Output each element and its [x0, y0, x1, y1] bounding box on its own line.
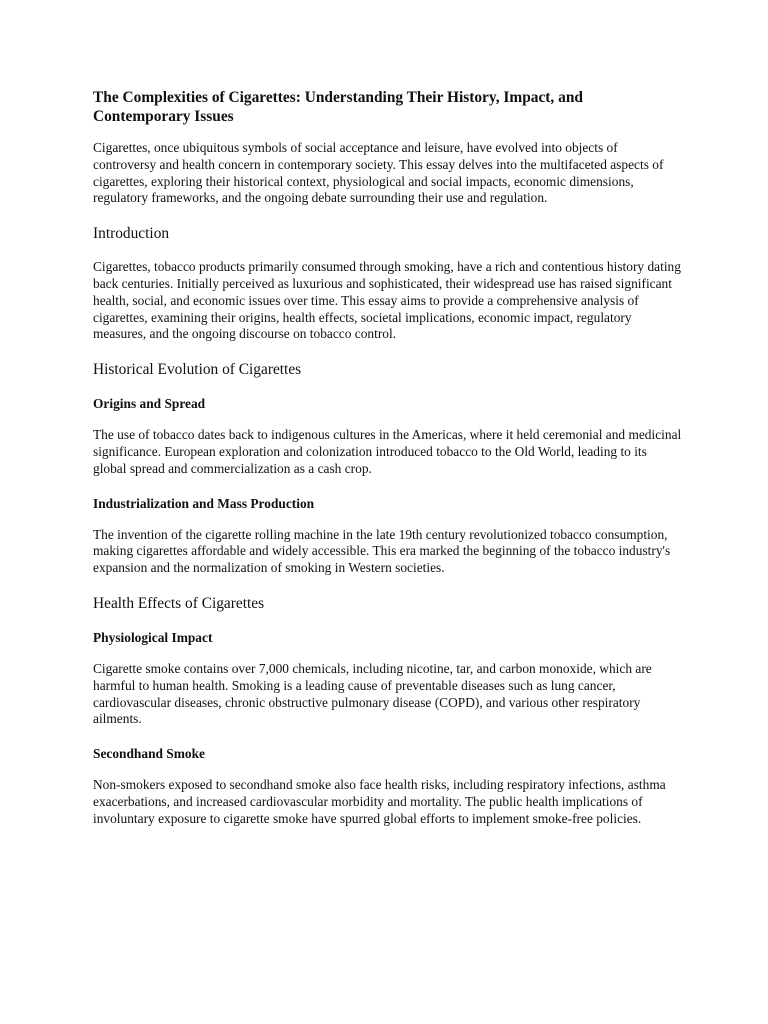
physiological-impact-paragraph: Cigarette smoke contains over 7,000 chemicals, including nicotine, tar, and carbon monoxide, which are harmful to human health. Smoking is a leading cause of preventable diseases such as lung cancer, cardiovascular diseases, chronic obstructive pulmonary disease (COPD), and various other respiratory ailments.	[93, 660, 652, 727]
document-page	[93, 88, 683, 845]
intro-paragraph: Cigarettes, once ubiquitous symbols of social acceptance and leisure, have evolved into objects of controversy and health concern in contemporary society. This essay delves into the multifaceted aspects of cigarettes, exploring their historical context, physiological and social impacts, economic dimensions, regulatory frameworks, and the ongoing debate surrounding their use and regulation.	[93, 140, 664, 206]
subsection-heading-secondhand-smoke: Secondhand Smoke	[93, 746, 205, 762]
secondhand-smoke-paragraph: Non-smokers exposed to secondhand smoke also face health risks, including respiratory infections, asthma exacerbations, and increased cardiovascular morbidity and mortality. The public health implications of involuntary exposure to cigarette smoke have spurred global efforts to implement smoke-free policies.	[93, 777, 666, 826]
subsection-heading-physiological-impact: Physiological Impact	[93, 629, 213, 645]
introduction-paragraph: Cigarettes, tobacco products primarily consumed through smoking, have a rich and contentious history dating back centuries. Initially perceived as luxurious and sophisticated, their widespread use has raised significant health, social, and economic issues over time. This essay aims to provide a comprehensive analysis of cigarettes, examining their origins, health effects, societal implications, economic impact, regulatory measures, and the ongoing discourse on tobacco control.	[93, 259, 681, 342]
section-heading-introduction: Introduction	[93, 225, 170, 243]
document-title: The Complexities of Cigarettes: Understanding Their History, Impact, and Contemporary Issues	[93, 89, 583, 125]
subsection-heading-industrialization: Industrialization and Mass Production	[93, 495, 315, 511]
section-heading-historical-evolution: Historical Evolution of Cigarettes	[93, 361, 302, 379]
origins-and-spread-paragraph: The use of tobacco dates back to indigenous cultures in the Americas, where it held ceremonial and medicinal significance. European exploration and colonization introduced tobacco to the Old World, leading to its global spread and commercialization as a cash crop.	[93, 427, 682, 476]
section-heading-health-effects: Health Effects of Cigarettes	[93, 594, 265, 612]
industrialization-paragraph: The invention of the cigarette rolling machine in the late 19th century revolutionized tobacco consumption, making cigarettes affordable and widely accessible. This era marked the beginning of the tobacco industry's expansion and the normalization of smoking in Western societies.	[93, 526, 671, 576]
subsection-heading-origins-and-spread: Origins and Spread	[93, 396, 206, 412]
